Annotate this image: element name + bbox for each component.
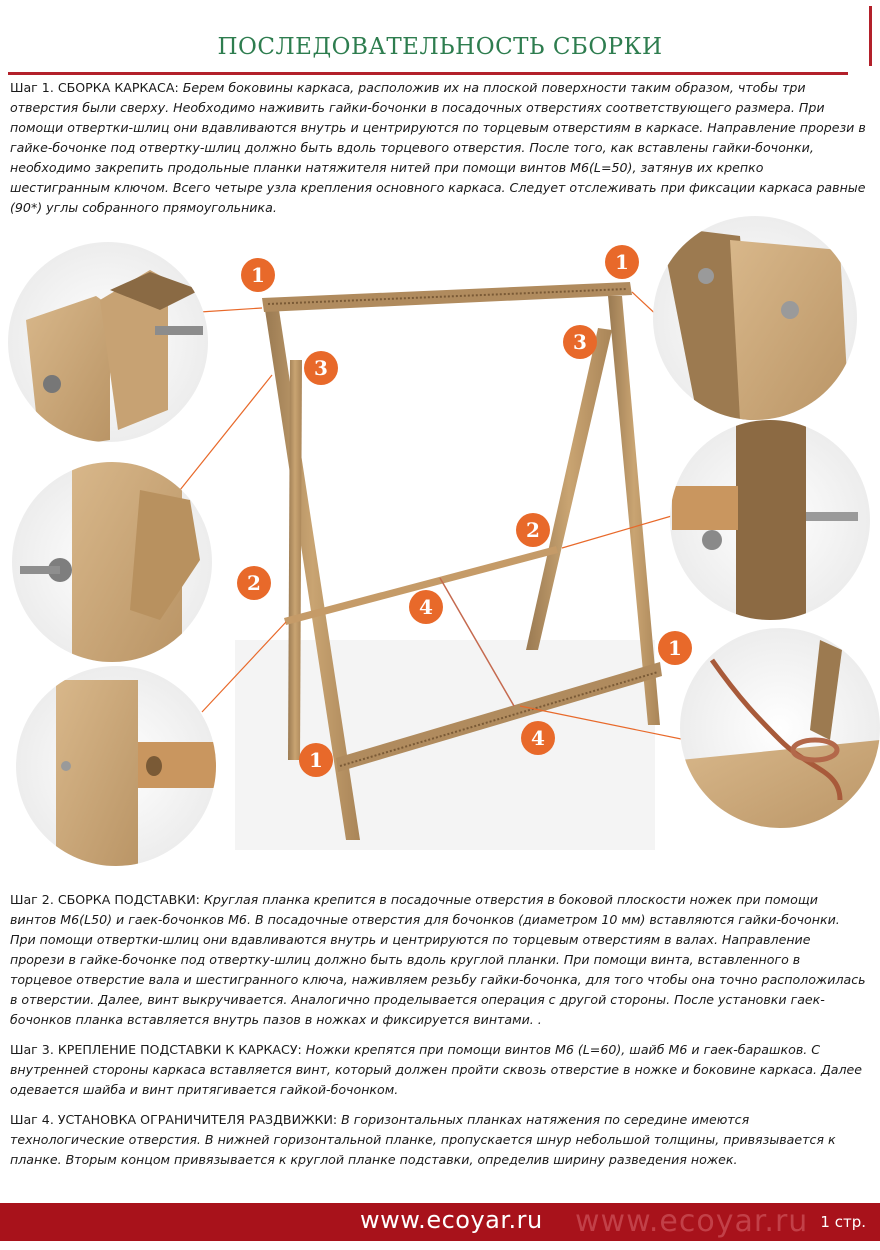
assembly-illustration bbox=[0, 200, 880, 890]
step-2-lead: Шаг 2. СБОРКА ПОДСТАВКИ: bbox=[10, 892, 200, 907]
footer-url-link[interactable]: www.ecoyar.ru bbox=[360, 1206, 543, 1234]
svg-text:1: 1 bbox=[251, 263, 265, 287]
badge-1-bottom-left bbox=[299, 743, 333, 777]
svg-text:2: 2 bbox=[247, 571, 261, 595]
badge-1-top-left bbox=[241, 258, 275, 292]
svg-text:4: 4 bbox=[531, 726, 545, 750]
footer-url-watermark: www.ecoyar.ru bbox=[575, 1204, 809, 1239]
step-4-paragraph bbox=[10, 1110, 866, 1170]
step-3-text: Ножки крепятся при помощи винтов М6 (L=60), шайб М6 и гаек-барашков. С внутренней стороны каркаса вставляется винт, который должен пройти сквозь отверстие в ножке и боковине каркаса. Далее одевается шайба и винт притягивается гайкой-бочонком. bbox=[10, 1042, 863, 1097]
zoom-top-left-joint bbox=[8, 242, 208, 450]
zoom-round-bar-joint-right bbox=[670, 420, 870, 620]
badge-2-left bbox=[237, 566, 271, 600]
badge-3-left bbox=[304, 351, 338, 385]
page-title: ПОСЛЕДОВАТЕЛЬНОСТЬ СБОРКИ bbox=[217, 34, 663, 60]
top-tension-bar bbox=[262, 282, 632, 312]
title-rule bbox=[8, 72, 848, 75]
footer-bar bbox=[0, 1203, 880, 1241]
step-4-lead: Шаг 4. УСТАНОВКА ОГРАНИЧИТЕЛЯ РАЗДВИЖКИ: bbox=[10, 1112, 338, 1127]
badge-1-bottom-right bbox=[658, 631, 692, 665]
svg-text:4: 4 bbox=[419, 595, 433, 619]
svg-text:1: 1 bbox=[615, 250, 629, 274]
step-3-paragraph bbox=[10, 1040, 866, 1100]
badge-2-right bbox=[516, 513, 550, 547]
svg-text:1: 1 bbox=[309, 748, 323, 772]
step-4-text: В горизонтальных планках натяжения по середине имеются технологические отверстия. В нижней горизонтальной планке, пропускается шнур небольшой толщины, привязывается к планке. Вторым концом привязывается к круглой планке подставки, определив ширину разведения ножек. bbox=[10, 1112, 836, 1167]
step-1-text: Берем боковины каркаса, расположив их на плоской поверхности таким образом, чтобы три отверстия были сверху. Необходимо наживить гайки-бочонки в посадочных отверстиях соответствующего размера. При помощи отвертки-шлиц они вдавливаются внутрь и центрируются по торцевым отверстиям в каркасе. Направление прорези в гайке-бочонке под отвертку-шлиц должно быть вдоль торцевого отверстия. После того, как вставлены гайки-бочонки, необходимо закрепить продольные планки натяжителя нитей при помощи винтов М6(L=50), затянув их крепко шестигранным ключом. Всего четыре узла крепления основного каркаса. Следует отслеживать при фиксации каркаса равные (90*) углы собранного прямоугольника. bbox=[10, 80, 866, 215]
left-back-leg bbox=[288, 360, 302, 760]
page-number: 1 стр. bbox=[820, 1213, 866, 1231]
zoom-cord-knot bbox=[680, 628, 880, 840]
badge-3-right bbox=[563, 325, 597, 359]
step-2-text: Круглая планка крепится в посадочные отверстия в боковой плоскости ножек при помощи винтов М6(L50) и гаек-бочонков М6. В посадочные отверстия для бочонков (диаметром 10 мм) вставляются гайки-бочонки. При помощи отвертки-шлиц они вдавливаются внутрь и центрируются по торцевым отверстиям в валах. Направление прорези в гайке-бочонке под отвертку-шлиц должно быть вдоль круглой планки. При помощи винта, вставленного в торцевое отверстие вала и шестигранного ключа, наживляем резьбу гайки-бочонка, для того чтобы она точно расположилась в отверстии. Далее, винт выкручивается. Аналогично проделывается операция с другой стороны. После установки гаек-бочонков планка вставляется внутрь пазов в ножках и фиксируется винтами. . bbox=[10, 892, 866, 1027]
step-3-lead: Шаг 3. КРЕПЛЕНИЕ ПОДСТАВКИ К КАРКАСУ: bbox=[10, 1042, 302, 1057]
zoom-wingnut-joint bbox=[12, 460, 212, 670]
badge-4-center bbox=[409, 590, 443, 624]
right-back-leg bbox=[526, 328, 612, 650]
step-1-lead: Шаг 1. СБОРКА КАРКАСА: bbox=[10, 80, 179, 95]
zoom-round-bar-joint-left bbox=[16, 666, 238, 880]
zoom-top-right-joint bbox=[653, 216, 857, 430]
badge-4-bottom bbox=[521, 721, 555, 755]
step-2-paragraph bbox=[10, 890, 866, 1030]
svg-text:1: 1 bbox=[668, 636, 682, 660]
badge-1-top-right bbox=[605, 245, 639, 279]
svg-text:3: 3 bbox=[314, 356, 328, 380]
svg-text:3: 3 bbox=[573, 330, 587, 354]
step-1-paragraph bbox=[10, 78, 866, 218]
svg-text:2: 2 bbox=[526, 518, 540, 542]
